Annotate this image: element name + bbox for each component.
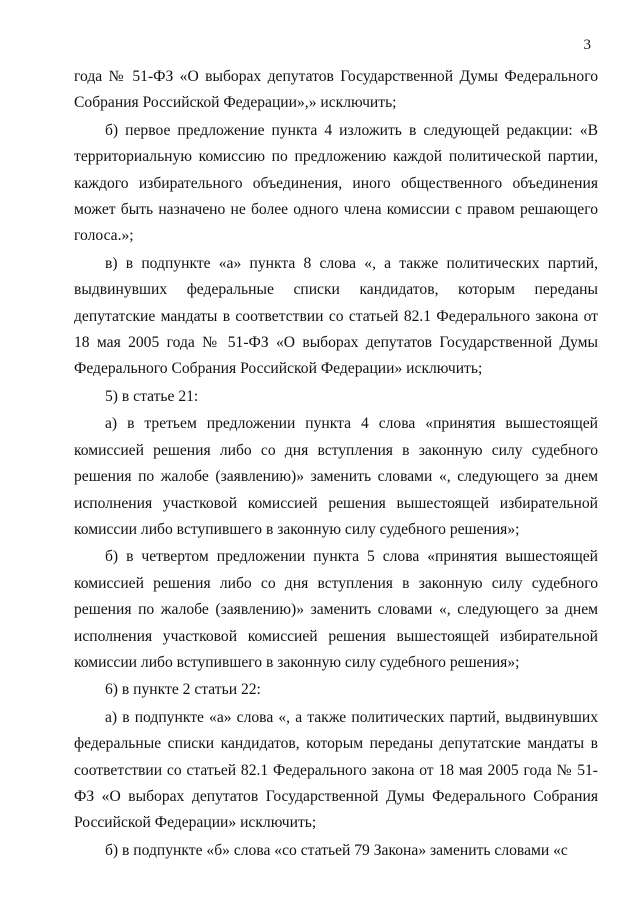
paragraph-continuation: года № 51-ФЗ «О выборах депутатов Государственной Думы Федерального Собрания Российской Федерации»,» исключить; [74,68,598,112]
paragraph-item-v-subpoint-a: в) в подпункте «а» пункта 8 слова «, а также политических партий, выдвинувших федеральные списки кандидатов, которым переданы депутатские мандаты в соответствии со статьей 82.1 Федерального закона от 18 мая 2005 года № 51-ФЗ «О выборах депутатов Государственной Думы Федерального Собрания Российской Федерации» исключить; [74,254,598,378]
paragraph-item-a-subpoint-a: а) в подпункте «а» слова «, а также политических партий, выдвинувших федеральные списки кандидатов, которым переданы депутатские мандаты в соответствии со статьей 82.1 Федерального закона от 18 мая 2005 года № 51-ФЗ «О выборах депутатов Государственной Думы Федерального Собрания Российской Федерации» исключить; [74,708,598,832]
paragraph-heading-article-21: 5) в статье 21: [105,387,199,405]
document-body [74,64,598,865]
paragraph-heading-article-22: 6) в пункте 2 статьи 22: [105,681,261,699]
paragraph-item-b-territorial-commission: б) первое предложение пункта 4 изложить в следующей редакции: «В территориальную комиссию по предложению каждой политической партии, каждого избирательного объединения, иного общественного объединения может быть назначено не более одного члена комиссии с правом решающего голоса.»; [74,121,598,245]
paragraph-item-b-point-5: б) в четвертом предложении пункта 5 слова «принятия вышестоящей комиссией решения либо со дня вступления в законную силу судебного решения по жалобе (заявлению)» заменить словами «, следующего за днем исполнения участковой комиссией решения вышестоящей избирательной комиссии либо вступившего в законную силу судебного решения»; [74,548,598,671]
paragraph-item-a-point-4: а) в третьем предложении пункта 4 слова «принятия вышестоящей комиссией решения либо со дня вступления в законную силу судебного решения по жалобе (заявлению)» заменить словами «, следующего за днем исполнения участковой комиссией решения вышестоящей избирательной комиссии либо вступившего в законную силу судебного решения»; [74,415,598,538]
page-number: 3 [583,37,591,53]
paragraph-item-b-subpoint-b: б) в подпункте «б» слова «со статьей 79 Закона» заменить словами «с [105,841,568,859]
